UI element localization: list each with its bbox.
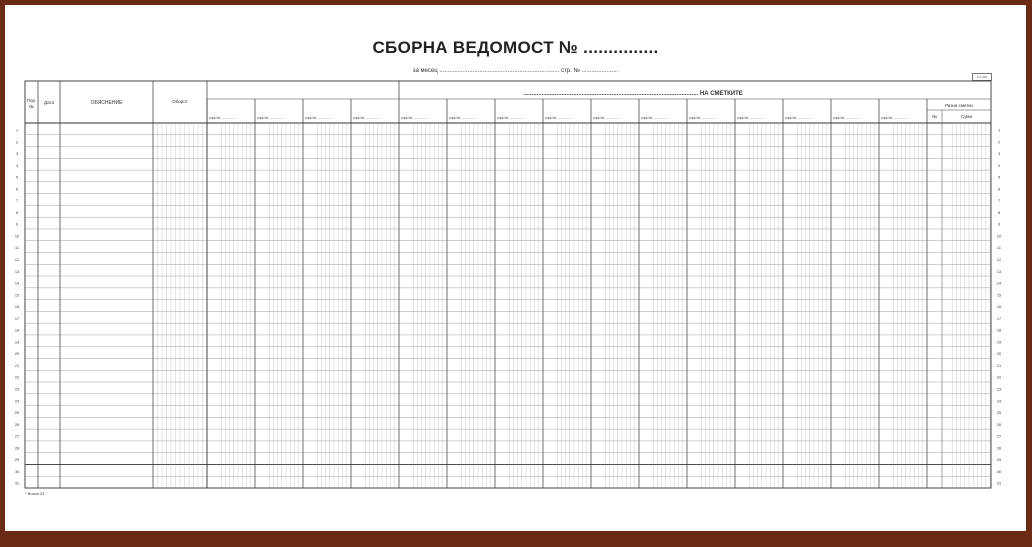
row-number-right: 3 [997, 152, 1001, 157]
header-misc-accounts: Разни сметки [945, 103, 973, 108]
row-number-right: 19 [996, 340, 1002, 345]
row-number-right: 12 [996, 257, 1002, 262]
row-number-right: 21 [996, 363, 1002, 368]
row-number-left: 19 [14, 340, 20, 345]
row-number-left: 7 [15, 199, 19, 204]
row-number-left: 30 [14, 469, 20, 474]
row-number-right: 24 [996, 399, 1002, 404]
row-number-left: 20 [14, 352, 20, 357]
row-number-right: 10 [996, 234, 1002, 239]
row-number-left: 23 [14, 387, 20, 392]
row-number-left: 13 [14, 269, 20, 274]
header-sub-account: с/ка № ............... [401, 116, 429, 120]
header-row-number: Пор. [26, 98, 37, 103]
row-number-left: 5 [15, 175, 19, 180]
row-number-left: 3 [15, 152, 19, 157]
row-number-right: 8 [997, 210, 1001, 215]
header-sub-account: с/ка № ............... [497, 116, 525, 120]
form-title: СБОРНА ВЕДОМОСТ № ............... [372, 38, 659, 57]
header-sub-account: с/ка № ............... [353, 116, 381, 120]
header-misc-no: № [932, 114, 937, 119]
row-number-left: 26 [14, 422, 20, 427]
row-number-left: 27 [14, 434, 20, 439]
row-number-left: 25 [14, 411, 20, 416]
row-number-left: 18 [14, 328, 20, 333]
row-number-left: 6 [15, 187, 19, 192]
header-sub-account: с/ка № ............... [449, 116, 477, 120]
row-number-right: 9 [997, 222, 1001, 227]
form-code: # 1 444 [972, 73, 992, 81]
header-accounts: ......................................................................................................... НА СМЕТКИТЕ [523, 91, 743, 97]
row-number-right: 14 [996, 281, 1002, 286]
table-border [25, 81, 991, 488]
row-number-right: 1 [997, 128, 1001, 133]
row-number-left: 14 [14, 281, 20, 286]
header-sub-account: с/ка № ............... [641, 116, 669, 120]
row-number-left: 16 [14, 305, 20, 310]
row-number-right: 29 [996, 458, 1002, 463]
row-number-right: 7 [997, 199, 1001, 204]
header-sub-account: с/ка № ............... [737, 116, 765, 120]
row-number-left: 22 [14, 375, 20, 380]
row-number-left: 17 [14, 316, 20, 321]
header-sub-account: с/ка № ............... [209, 116, 237, 120]
header-sub-account: с/ка № ............... [785, 116, 813, 120]
row-number-left: 1 [15, 128, 19, 133]
header-sub-account: с/ка № ............... [257, 116, 285, 120]
row-number-right: 25 [996, 411, 1002, 416]
row-number-right: 2 [997, 140, 1001, 145]
row-number-left: 2 [15, 140, 19, 145]
row-number-left: 29 [14, 458, 20, 463]
header-sub-account: с/ка № ............... [833, 116, 861, 120]
row-number-right: 31 [996, 481, 1002, 486]
row-number-right: 6 [997, 187, 1001, 192]
header-sub-account: с/ка № ............... [593, 116, 621, 120]
header-sub-account: с/ка № ............... [545, 116, 573, 120]
ledger-grid [5, 5, 1026, 531]
footnote: * Визия 23 [25, 491, 45, 496]
row-number-right: 17 [996, 316, 1002, 321]
row-number-right: 20 [996, 352, 1002, 357]
row-number-left: 15 [14, 293, 20, 298]
row-number-right: 15 [996, 293, 1002, 298]
row-number-right: 4 [997, 163, 1001, 168]
row-number-right: 27 [996, 434, 1002, 439]
form-subtitle: за месец ........................................................................ стр. № ...................... [412, 68, 619, 74]
row-number-right: 23 [996, 387, 1002, 392]
form-sheet [5, 5, 1026, 531]
row-number-right: 18 [996, 328, 1002, 333]
row-number-left: 24 [14, 399, 20, 404]
header-turnover: Оборот [172, 99, 188, 104]
row-number-left: 21 [14, 363, 20, 368]
row-number-right: 5 [997, 175, 1001, 180]
row-number-left: 10 [14, 234, 20, 239]
row-number-right: 22 [996, 375, 1002, 380]
row-number-left: 9 [15, 222, 19, 227]
header-explanation: ОБЯСНЕНИЕ [90, 100, 123, 106]
row-number-left: 31 [14, 481, 20, 486]
row-number-left: 11 [15, 246, 19, 251]
header-misc-sum: Суми [960, 114, 973, 119]
row-number-left: 12 [14, 257, 20, 262]
row-number-right: 11 [997, 246, 1001, 251]
row-number-left: 8 [15, 210, 19, 215]
row-number-left: 28 [14, 446, 20, 451]
header-date: Дата [44, 100, 54, 105]
row-number-left: 4 [15, 163, 19, 168]
row-number-right: 28 [996, 446, 1002, 451]
header-sub-account: с/ка № ............... [881, 116, 909, 120]
row-number-right: 16 [996, 305, 1002, 310]
row-number-right: 13 [996, 269, 1002, 274]
row-number-right: 26 [996, 422, 1002, 427]
header-row-number-sign: № [29, 104, 34, 109]
row-number-right: 30 [996, 469, 1002, 474]
header-sub-account: с/ка № ............... [305, 116, 333, 120]
header-sub-account: с/ка № ............... [689, 116, 717, 120]
